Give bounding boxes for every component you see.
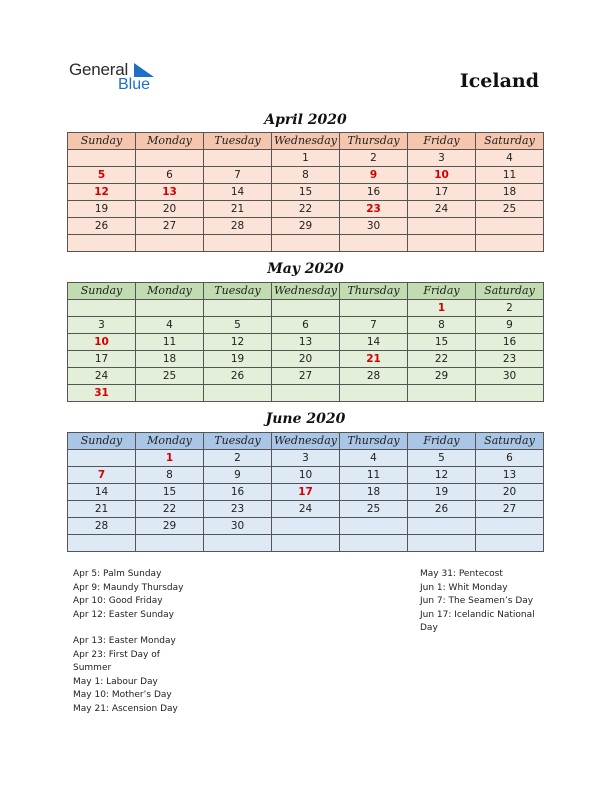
- day-cell: 15: [136, 484, 204, 501]
- weekday-header: Thursday: [340, 133, 408, 150]
- holiday-list-left: [73, 568, 198, 716]
- day-cell: [340, 300, 408, 317]
- day-cell: 13: [476, 467, 544, 484]
- logo: [69, 60, 164, 96]
- day-cell: 3: [68, 317, 136, 334]
- day-cell: 2: [476, 300, 544, 317]
- day-cell: 18: [340, 484, 408, 501]
- holiday-item: May 21: Ascension Day: [73, 703, 178, 714]
- week-row: [68, 385, 544, 402]
- week-row: [68, 235, 544, 252]
- day-cell: 17: [272, 484, 340, 501]
- day-cell: 23: [340, 201, 408, 218]
- day-cell: [476, 235, 544, 252]
- holiday-item: May 31: Pentecost: [420, 569, 503, 579]
- weekday-header: Sunday: [68, 433, 136, 450]
- day-cell: 18: [136, 351, 204, 368]
- day-cell: 9: [340, 167, 408, 184]
- week-row: [68, 201, 544, 218]
- calendar-june: [67, 432, 544, 552]
- week-row: [68, 518, 544, 535]
- day-cell: [476, 535, 544, 552]
- day-cell: 5: [68, 167, 136, 184]
- day-cell: 3: [272, 450, 340, 467]
- weekday-header: Saturday: [476, 433, 544, 450]
- weekday-header: Friday: [408, 283, 476, 300]
- day-cell: [136, 235, 204, 252]
- day-cell: 25: [340, 501, 408, 518]
- holiday-item: Apr 23: First Day of Summer: [73, 649, 160, 673]
- month-title-may: May 2020: [267, 261, 344, 277]
- week-row: [68, 467, 544, 484]
- holiday-item: Jun 7: The Seamen’s Day: [420, 596, 534, 606]
- day-cell: [408, 535, 476, 552]
- day-cell: [408, 218, 476, 235]
- month-title-june: June 2020: [265, 411, 346, 427]
- day-cell: 22: [408, 351, 476, 368]
- holiday-item: May 1: Labour Day: [73, 676, 158, 687]
- day-cell: 11: [340, 467, 408, 484]
- day-cell: 12: [204, 334, 272, 351]
- day-cell: 23: [476, 351, 544, 368]
- weekday-header: Tuesday: [204, 433, 272, 450]
- day-cell: 22: [136, 501, 204, 518]
- day-cell: 4: [476, 150, 544, 167]
- weekday-header: Saturday: [476, 133, 544, 150]
- day-cell: 25: [476, 201, 544, 218]
- day-cell: 9: [204, 467, 272, 484]
- day-cell: 21: [68, 501, 136, 518]
- day-cell: 29: [408, 368, 476, 385]
- day-cell: 13: [272, 334, 340, 351]
- day-cell: [408, 385, 476, 402]
- holiday-item: Jun 17: Icelandic National Day: [420, 609, 535, 633]
- day-cell: [68, 235, 136, 252]
- weekday-header: Wednesday: [272, 133, 340, 150]
- day-cell: 17: [408, 184, 476, 201]
- day-cell: 7: [204, 167, 272, 184]
- day-cell: 21: [340, 351, 408, 368]
- day-cell: 1: [136, 450, 204, 467]
- day-cell: [408, 518, 476, 535]
- day-cell: 8: [408, 317, 476, 334]
- day-cell: 9: [476, 317, 544, 334]
- day-cell: 26: [408, 501, 476, 518]
- day-cell: 20: [136, 201, 204, 218]
- weekday-header: Monday: [136, 133, 204, 150]
- day-cell: 4: [340, 450, 408, 467]
- holiday-item: May 10: Mother’s Day: [73, 690, 172, 700]
- day-cell: [272, 535, 340, 552]
- week-row: [68, 167, 544, 184]
- day-cell: 5: [204, 317, 272, 334]
- week-row: [68, 317, 544, 334]
- holiday-item: Apr 5: Palm Sunday: [73, 569, 162, 579]
- weekday-header-row: [68, 133, 544, 150]
- day-cell: 16: [204, 484, 272, 501]
- day-cell: 11: [136, 334, 204, 351]
- day-cell: 29: [272, 218, 340, 235]
- day-cell: 8: [136, 467, 204, 484]
- week-row: [68, 184, 544, 201]
- day-cell: 18: [476, 184, 544, 201]
- day-cell: 7: [68, 467, 136, 484]
- weekday-header: Saturday: [476, 283, 544, 300]
- day-cell: 15: [408, 334, 476, 351]
- weekday-header: Sunday: [68, 283, 136, 300]
- day-cell: [340, 535, 408, 552]
- weekday-header: Thursday: [340, 283, 408, 300]
- day-cell: 5: [408, 450, 476, 467]
- day-cell: 16: [476, 334, 544, 351]
- day-cell: 7: [340, 317, 408, 334]
- day-cell: 20: [272, 351, 340, 368]
- weekday-header: Tuesday: [204, 133, 272, 150]
- day-cell: [68, 450, 136, 467]
- day-cell: 25: [136, 368, 204, 385]
- day-cell: [204, 150, 272, 167]
- day-cell: 14: [204, 184, 272, 201]
- day-cell: 16: [340, 184, 408, 201]
- day-cell: 2: [204, 450, 272, 467]
- day-cell: 26: [204, 368, 272, 385]
- holiday-item: Apr 9: Maundy Thursday: [73, 582, 184, 593]
- week-row: [68, 450, 544, 467]
- week-row: [68, 484, 544, 501]
- day-cell: [68, 150, 136, 167]
- day-cell: 26: [68, 218, 136, 235]
- holiday-list-right: [420, 568, 545, 636]
- day-cell: [340, 385, 408, 402]
- day-cell: [272, 518, 340, 535]
- day-cell: [204, 300, 272, 317]
- day-cell: 19: [204, 351, 272, 368]
- day-cell: 1: [272, 150, 340, 167]
- day-cell: 28: [68, 518, 136, 535]
- week-row: [68, 218, 544, 235]
- month-title-april: April 2020: [264, 112, 347, 128]
- week-row: [68, 150, 544, 167]
- day-cell: 6: [136, 167, 204, 184]
- day-cell: 31: [68, 385, 136, 402]
- day-cell: 1: [408, 300, 476, 317]
- weekday-header: Thursday: [340, 433, 408, 450]
- weekday-header: Sunday: [68, 133, 136, 150]
- day-cell: 6: [476, 450, 544, 467]
- day-cell: [204, 235, 272, 252]
- weekday-header: Friday: [408, 133, 476, 150]
- day-cell: [476, 218, 544, 235]
- weekday-header: Wednesday: [272, 283, 340, 300]
- week-row: [68, 351, 544, 368]
- logo-blue-text: Blue: [118, 76, 151, 93]
- holiday-item: Apr 13: Easter Monday: [73, 636, 176, 646]
- weekday-header: Friday: [408, 433, 476, 450]
- day-cell: 10: [408, 167, 476, 184]
- day-cell: 14: [340, 334, 408, 351]
- day-cell: [340, 518, 408, 535]
- day-cell: [204, 385, 272, 402]
- day-cell: [272, 385, 340, 402]
- week-row: [68, 535, 544, 552]
- holiday-item: Jun 1: Whit Monday: [420, 582, 508, 593]
- day-cell: 21: [204, 201, 272, 218]
- day-cell: [204, 535, 272, 552]
- day-cell: 28: [204, 218, 272, 235]
- weekday-header: Monday: [136, 283, 204, 300]
- weekday-header: Tuesday: [204, 283, 272, 300]
- day-cell: 15: [272, 184, 340, 201]
- day-cell: 10: [68, 334, 136, 351]
- day-cell: 30: [476, 368, 544, 385]
- day-cell: 11: [476, 167, 544, 184]
- day-cell: 6: [272, 317, 340, 334]
- day-cell: 27: [476, 501, 544, 518]
- day-cell: 29: [136, 518, 204, 535]
- day-cell: 24: [408, 201, 476, 218]
- week-row: [68, 334, 544, 351]
- logo-triangle-icon: [134, 63, 154, 77]
- day-cell: 27: [272, 368, 340, 385]
- day-cell: 12: [68, 184, 136, 201]
- day-cell: [272, 235, 340, 252]
- weekday-header: Wednesday: [272, 433, 340, 450]
- day-cell: 14: [68, 484, 136, 501]
- day-cell: [136, 535, 204, 552]
- day-cell: 30: [340, 218, 408, 235]
- day-cell: 2: [340, 150, 408, 167]
- weekday-header: Monday: [136, 433, 204, 450]
- holiday-item: Apr 10: Good Friday: [73, 596, 163, 606]
- day-cell: [340, 235, 408, 252]
- day-cell: 28: [340, 368, 408, 385]
- week-row: [68, 368, 544, 385]
- day-cell: 3: [408, 150, 476, 167]
- holiday-spacer: [73, 622, 198, 635]
- day-cell: 22: [272, 201, 340, 218]
- day-cell: 8: [272, 167, 340, 184]
- day-cell: 27: [136, 218, 204, 235]
- weekday-header-row: [68, 433, 544, 450]
- day-cell: [476, 385, 544, 402]
- day-cell: [272, 300, 340, 317]
- day-cell: 10: [272, 467, 340, 484]
- week-row: [68, 501, 544, 518]
- day-cell: 12: [408, 467, 476, 484]
- day-cell: 4: [136, 317, 204, 334]
- week-row: [68, 300, 544, 317]
- day-cell: 30: [204, 518, 272, 535]
- day-cell: [68, 535, 136, 552]
- day-cell: [136, 385, 204, 402]
- weekday-header-row: [68, 283, 544, 300]
- day-cell: 24: [68, 368, 136, 385]
- day-cell: 24: [272, 501, 340, 518]
- day-cell: [136, 150, 204, 167]
- day-cell: [136, 300, 204, 317]
- logo-general-text: General: [69, 60, 129, 79]
- holiday-item: Apr 12: Easter Sunday: [73, 609, 174, 620]
- day-cell: 19: [408, 484, 476, 501]
- calendar-may: [67, 282, 544, 402]
- day-cell: 20: [476, 484, 544, 501]
- day-cell: [476, 518, 544, 535]
- day-cell: 19: [68, 201, 136, 218]
- day-cell: 23: [204, 501, 272, 518]
- day-cell: 13: [136, 184, 204, 201]
- country-title: Iceland: [459, 70, 539, 92]
- day-cell: [408, 235, 476, 252]
- day-cell: [68, 300, 136, 317]
- calendar-april: [67, 132, 544, 252]
- day-cell: 17: [68, 351, 136, 368]
